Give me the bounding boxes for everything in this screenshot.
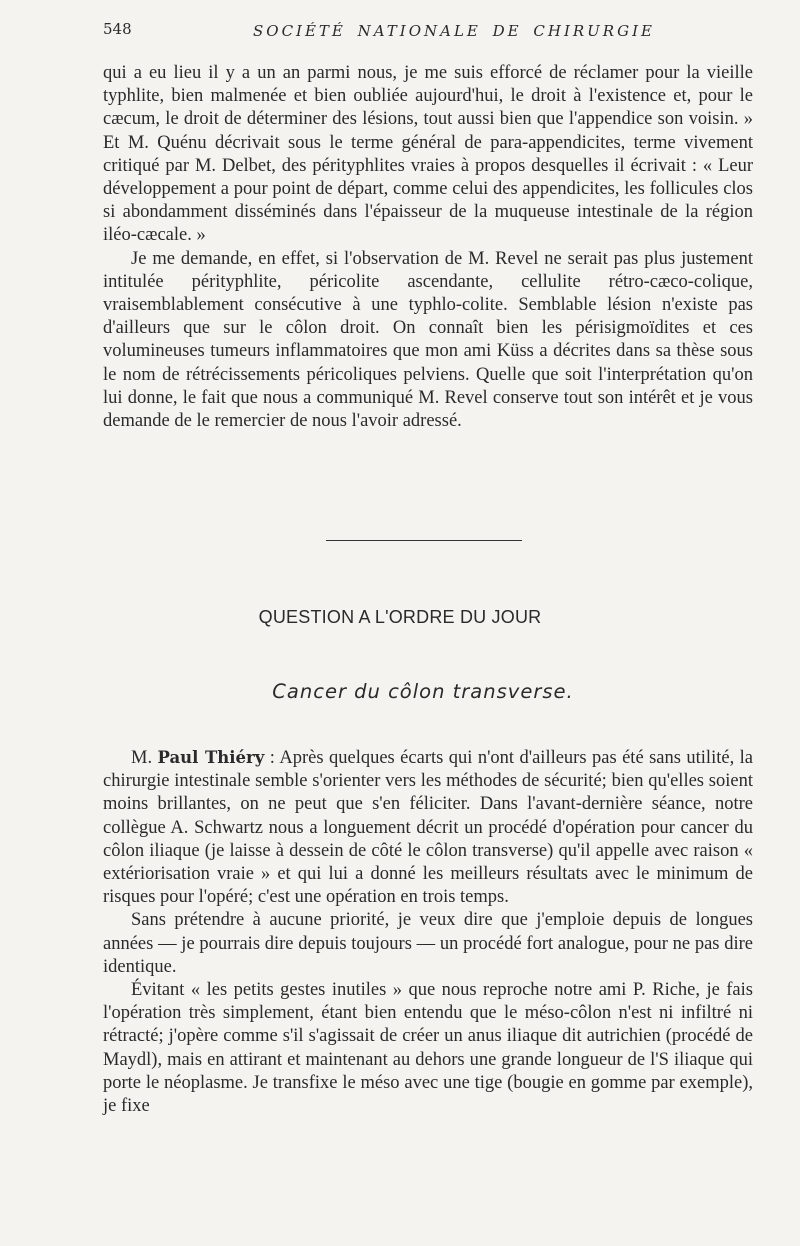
article-paragraph-1-text: : Après quelques écarts qui n'ont d'ailleurs pas été sans utilité, la chirurgie intestinale semble s'orienter vers les méthodes de sécurité; bien qu'elles soient moins brillantes, on ne peut que s'en féliciter. Dans l'avant-dernière séance, notre collègue A. Schwartz nous a longuement décrit un procédé d'opération pour cancer du côlon iliaque (je laisse à dessein de côté le côlon transverse) qu'il appelle avec raison « extériorisation vraie » et qui lui a donné les meilleurs résultats avec le minimum de risques pour l'opéré; c'est une opération en trois temps. (103, 748, 753, 908)
section-heading: QUESTION A L'ORDRE DU JOUR (258, 607, 542, 627)
previous-article-text (103, 62, 753, 433)
author-name: Paul Thiéry (157, 748, 265, 767)
paragraph-1: qui a eu lieu il y a un an parmi nous, je me suis efforcé de réclamer pour la vieille typhlite, bien malmenée et bien oubliée aujourd'hui, le droit à l'existence et, pour le cæcum, le droit de déterminer des lésions, tout aussi bien que l'appendice son voisin. » Et M. Quénu décrivait sous le terme général de para-appendicites, terme vivement critiqué par M. Delbet, des pérityphlites vraies à propos desquelles il écrivait : « Leur développement a pour point de départ, comme celui des appendicites, les follicules clos si abondamment disséminés dans l'épaisseur de la muqueuse intestinale de la région iléo-cæcale. » (103, 63, 753, 246)
article-paragraph-3: Évitant « les petits gestes inutiles » que nous reproche notre ami P. Riche, je fais l'opération très simplement, étant bien entendu que le méso-côlon n'est ni infiltré ni rétracté; j'opère comme s'il s'agissait de créer un anus iliaque dit autrichien (procédé de Maydl), mais en attirant et maintenant au dehors une grande longueur de l'S iliaque qui porte le néoplasme. Je transfixe le méso avec une tige (bougie en gomme par exemple), je fixe (103, 980, 753, 1117)
article-title: Cancer du côlon transverse. (272, 680, 574, 703)
article-paragraph-2: Sans prétendre à aucune priorité, je veux dire que j'emploie depuis de longues années — je pourrais dire depuis toujours — un procédé fort analogue, pour ne pas dire identique. (103, 910, 753, 977)
article-paragraph-1 (103, 746, 753, 909)
page-number: 548 (103, 20, 132, 38)
author-prefix: M. (131, 748, 158, 768)
running-title: SOCIÉTÉ NATIONALE DE CHIRURGIE (253, 22, 655, 40)
article-body (103, 746, 753, 1118)
paragraph-2: Je me demande, en effet, si l'observation de M. Revel ne serait pas plus justement intitulée pérityphlite, péricolite ascendante, cellulite rétro-cæco-colique, vraisemblablement consécutive à une typhlo-colite. Semblable lésion n'existe pas d'ailleurs que sur le côlon droit. On connaît bien les périsigmoïdites et ces volumineuses tumeurs inflammatoires que mon ami Küss a décrites dans sa thèse sous le nom de rétrécissements péricoliques pelviens. Quelle que soit l'interprétation qu'on lui donne, le fait que nous a communiqué M. Revel conserve tout son intérêt et je vous demande de le remercier de nous l'avoir adressé. (103, 248, 753, 432)
page-header (103, 20, 753, 44)
section-divider (326, 540, 522, 541)
